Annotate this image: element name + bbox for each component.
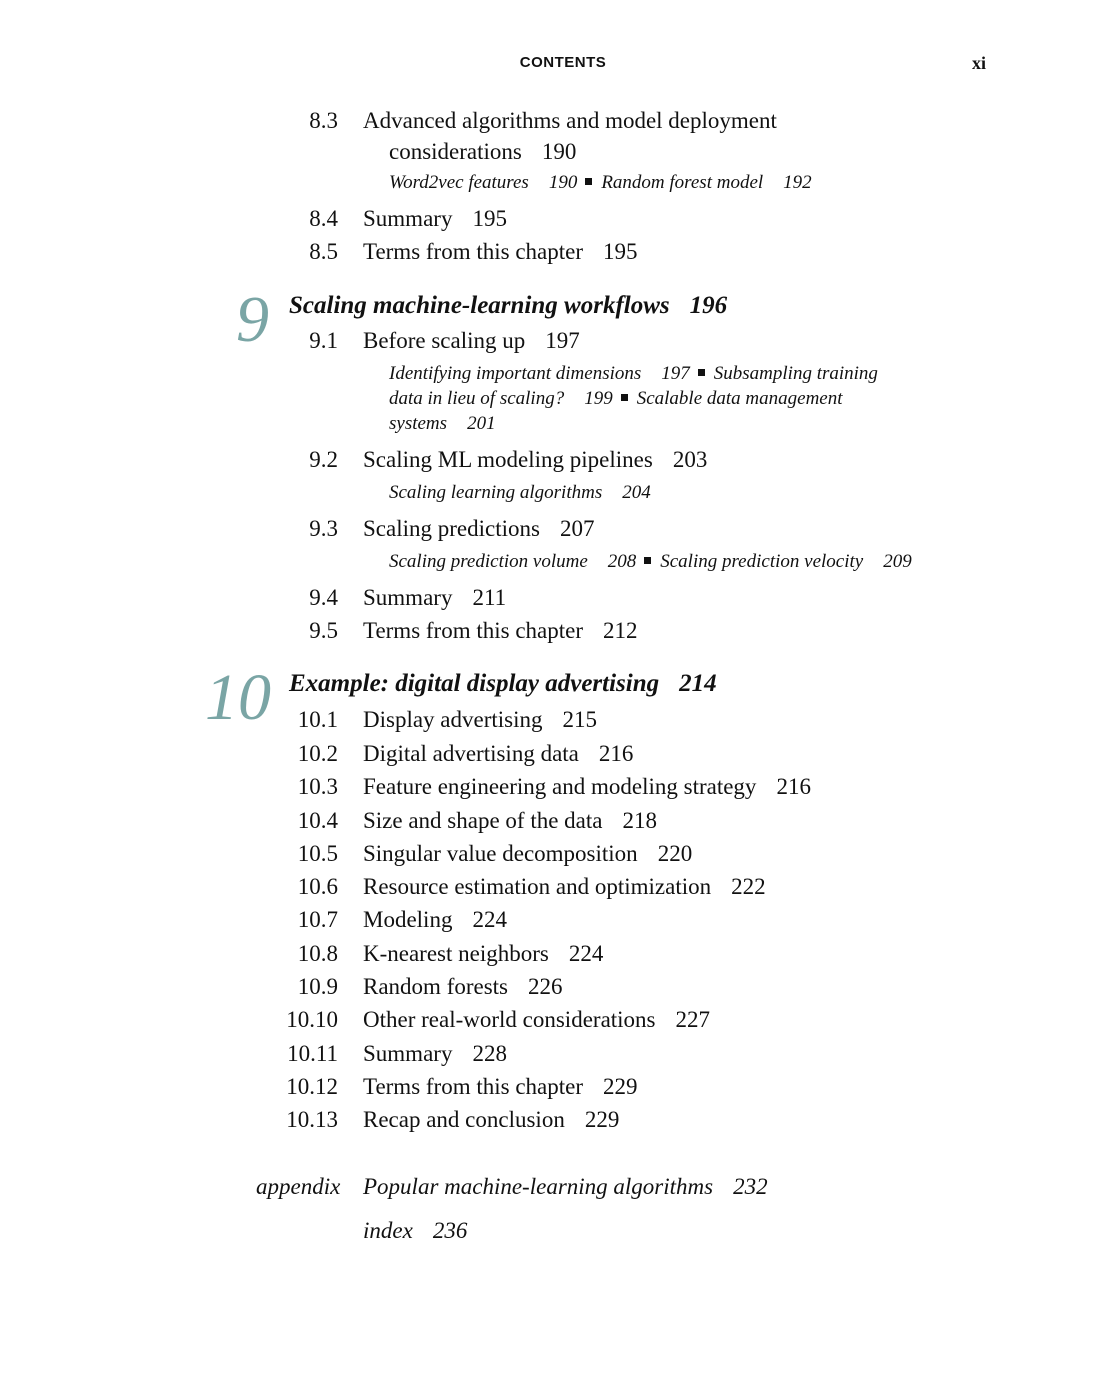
index-page: 236 [432,1218,468,1243]
section-number: 10.6 [297,874,338,899]
appendix-title: Popular machine-learning algorithms [363,1174,714,1199]
section-number: 8.3 [309,108,338,133]
section-title: Before scaling up [363,328,526,353]
subsection-page: 199 [584,388,613,409]
section-page: 224 [568,941,604,966]
toc-section-9-4[interactable] [0,585,1106,613]
section-page: 229 [584,1107,620,1132]
section-number: 10.12 [286,1074,338,1099]
section-page: 228 [472,1041,507,1066]
toc-subsections-9-3[interactable] [389,551,912,573]
chapter-title: Scaling machine-learning workflows [289,292,670,319]
toc-section-10-1[interactable] [0,707,1106,735]
toc-subsections-9-1-line3[interactable] [389,413,496,435]
section-title: Terms from this chapter [363,1074,584,1099]
section-page: 211 [472,585,507,610]
section-number: 10.9 [297,974,338,999]
section-title: Terms from this chapter [363,618,584,643]
section-number: 10.2 [297,741,338,766]
subsection-title: Scalable data management [636,388,843,409]
appendix-label: appendix [256,1174,341,1199]
toc-section-10-13[interactable] [0,1107,1106,1135]
section-number: 10.13 [286,1107,338,1132]
subsection-title: data in lieu of scaling? [389,388,565,409]
section-page: 224 [472,907,507,932]
chapter-page: 196 [689,292,728,319]
appendix-page: 232 [733,1174,768,1199]
section-number: 9.1 [309,328,338,353]
subsection-page: 209 [883,551,912,572]
toc-section-9-5[interactable] [0,618,1106,646]
subsection-title: Word2vec features [389,172,529,193]
section-title: Terms from this chapter [363,239,584,264]
toc-section-10-9[interactable] [0,974,1106,1002]
toc-subsections-9-2[interactable] [389,482,651,504]
section-title: Recap and conclusion [363,1107,565,1132]
section-number: 10.8 [297,941,338,966]
subsection-page: 197 [661,363,690,384]
toc-section-10-2[interactable] [0,741,1106,769]
section-title: Resource estimation and optimization [363,874,712,899]
subsection-title: systems [389,413,448,434]
section-title: Size and shape of the data [363,808,603,833]
toc-section-8-3[interactable] [0,108,1106,136]
subsection-title: Scaling prediction velocity [660,551,864,572]
section-page: 195 [603,239,638,264]
bullet-separator [644,557,651,564]
section-page: 215 [562,707,597,732]
section-number: 10.11 [287,1041,338,1066]
section-title: Scaling predictions [363,516,540,541]
toc-subsections-9-1-line2[interactable] [389,388,843,410]
subsection-page: 190 [548,172,578,193]
subsection-page: 192 [783,172,812,193]
subsection-title: Identifying important dimensions [389,363,642,384]
section-title: Summary [363,206,453,231]
section-title: Advanced algorithms and model deployment [363,108,777,133]
section-title: Other real-world considerations [363,1007,656,1032]
section-title: Feature engineering and modeling strategy [363,774,757,799]
chapter-number-10: 10 [205,661,271,734]
chapter-page: 214 [679,670,717,697]
running-head: CONTENTS [519,54,607,71]
subsection-page: 208 [607,551,637,572]
bullet-separator [585,178,592,185]
bullet-separator [698,369,705,376]
section-page: 216 [776,774,811,799]
section-title: Digital advertising data [363,741,579,766]
section-page: 220 [657,841,693,866]
section-page: 216 [598,741,634,766]
toc-section-10-7[interactable] [0,907,1106,935]
toc-section-9-3[interactable] [0,516,1106,544]
chapter-title-9[interactable] [289,292,727,320]
toc-section-8-4[interactable] [0,206,1106,234]
subsection-title: Random forest model [601,172,764,193]
page-header [0,52,1106,76]
chapter-title-10[interactable] [289,670,717,698]
section-title: Random forests [363,974,509,999]
toc-section-10-5[interactable] [0,841,1106,869]
subsection-page: 204 [622,482,651,503]
toc-section-8-5[interactable] [0,239,1106,267]
toc-section-8-3-cont[interactable] [389,139,576,167]
section-page: 195 [472,206,507,231]
toc-section-10-8[interactable] [0,941,1106,969]
subsection-title: Scaling prediction volume [389,551,588,572]
section-number: 9.5 [309,618,338,643]
toc-section-10-12[interactable] [0,1074,1106,1102]
toc-section-10-11[interactable] [0,1041,1106,1069]
section-title: Scaling ML modeling pipelines [363,447,653,472]
section-number: 10.4 [297,808,338,833]
section-title: Summary [363,585,453,610]
section-title: Display advertising [363,707,543,732]
section-title: K-nearest neighbors [363,941,549,966]
section-page: 227 [675,1007,711,1032]
section-page: 226 [528,974,563,999]
index-title: index [363,1218,413,1243]
section-page: 207 [559,516,595,541]
toc-appendix[interactable] [363,1174,768,1200]
chapter-number-9: 9 [236,283,269,356]
toc-section-9-1[interactable] [0,328,1106,356]
section-page: 229 [603,1074,638,1099]
section-number: 8.4 [309,206,338,231]
section-number: 10.3 [297,774,338,799]
section-number: 10.7 [297,907,338,932]
section-page: 203 [672,447,708,472]
bullet-separator [621,394,628,401]
toc-section-10-3[interactable] [0,774,1106,802]
chapter-title: Example: digital display advertising [289,670,660,697]
toc-subsections-8-3[interactable] [389,172,812,194]
toc-index[interactable] [363,1218,467,1244]
section-title: Summary [363,1041,453,1066]
subsection-title: Scaling learning algorithms [389,482,603,503]
section-number: 10.1 [297,707,338,732]
toc-section-10-6[interactable] [0,874,1106,902]
section-number: 10.10 [286,1007,338,1032]
section-number: 9.2 [309,447,338,472]
section-title: Singular value decomposition [363,841,638,866]
toc-section-9-2[interactable] [0,447,1106,475]
section-number: 9.4 [309,585,338,610]
toc-section-10-10[interactable] [0,1007,1106,1035]
section-number: 8.5 [309,239,338,264]
section-number: 10.5 [297,841,338,866]
section-page: 222 [731,874,766,899]
subsection-title: Subsampling training [713,363,878,384]
section-title: Modeling [363,907,453,932]
section-title-cont: considerations [389,139,522,164]
toc-subsections-9-1-line1[interactable] [389,363,878,385]
page-number: xi [972,53,987,73]
toc-section-10-4[interactable] [0,808,1106,836]
section-number: 9.3 [309,516,338,541]
subsection-page: 201 [467,413,496,434]
section-page: 218 [622,808,657,833]
section-page: 190 [541,139,577,164]
section-page: 212 [603,618,638,643]
section-page: 197 [545,328,580,353]
